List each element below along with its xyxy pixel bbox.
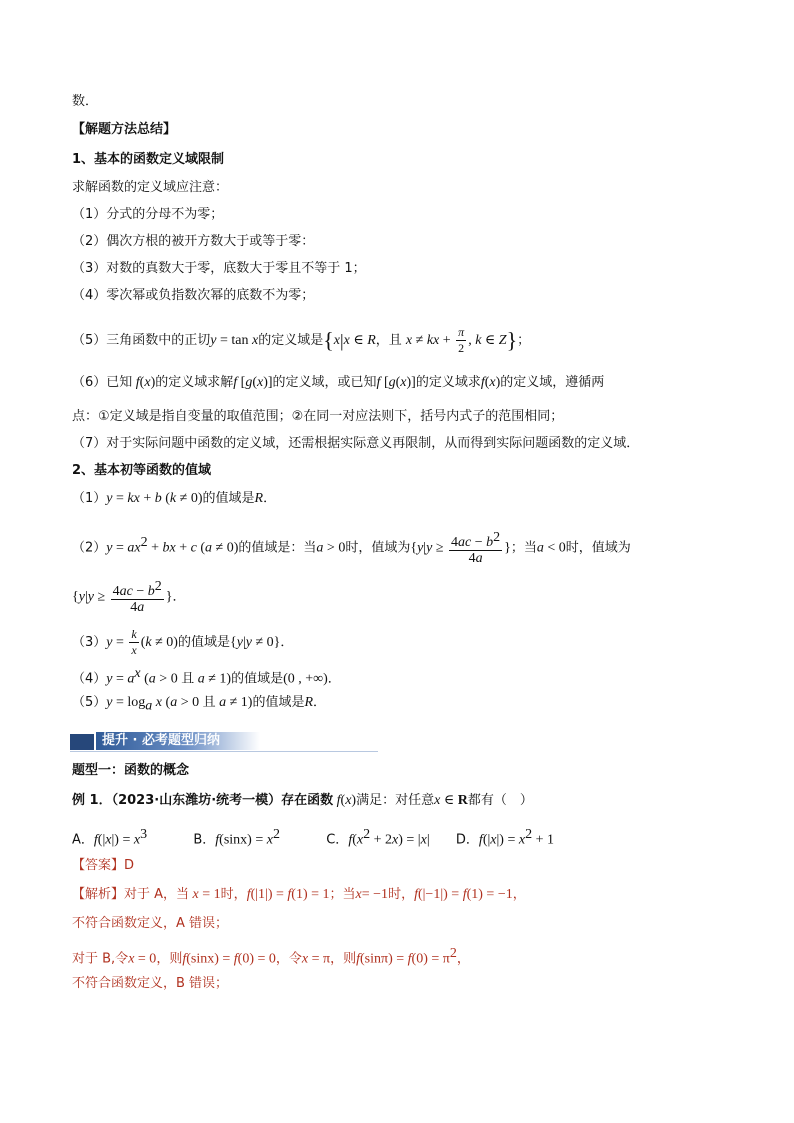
analysis-line: 【解析】对于 A，当 x = 1时，f(|1|) = f(1) = 1；当x= −1时，f(|−1|) = f(1) = −1， — [72, 887, 526, 902]
text: 的定义域是 — [258, 333, 324, 348]
text-line: （4）零次幂或负指数次幂的底数不为零； — [72, 288, 315, 303]
text: （6）已知 — [72, 375, 133, 390]
text: 的定义域求解 — [155, 375, 234, 390]
text: 的定义域，或已知 — [272, 375, 377, 390]
banner-rule — [70, 751, 378, 752]
text: 都有（ ） — [467, 793, 533, 808]
text: 的值域是 — [252, 695, 305, 710]
subheading: 1、基本的函数定义域限制 — [72, 152, 225, 167]
text: 的定义域求 — [415, 375, 481, 390]
answer-label: 【答案】D — [72, 858, 135, 873]
text: （2） — [72, 540, 107, 556]
section-banner — [70, 730, 378, 752]
text-line: （6）已知 f(x)的定义域求解f [g(x)]的定义域，或已知f [g(x)]的定义域求f(x)的定义域，遵循两 — [72, 375, 605, 390]
text: 满足：对任意 — [356, 793, 435, 808]
text-line: （1）y = kx + b (k ≠ 0)的值域是R． — [72, 491, 277, 506]
text: （1） — [72, 491, 107, 506]
text-line: 求解函数的定义域应注意： — [72, 180, 229, 195]
subheading: 2、基本初等函数的值域 — [72, 463, 212, 478]
text: ；当 — [329, 887, 356, 902]
text-line: （1）分式的分母不为零； — [72, 207, 224, 222]
text: （5）三角函数中的正切 — [72, 333, 211, 348]
text: 对于 B,令 — [72, 951, 129, 967]
text: ，则 — [156, 951, 183, 967]
option-d: D． — [455, 832, 479, 848]
text: 的值域是：当 — [238, 540, 317, 556]
text: 【解析】 — [72, 887, 125, 902]
banner-decoration — [70, 734, 94, 750]
text: ，令 — [275, 951, 302, 967]
text-line: $(2)y = ax^2$ + bx + c (a ≠ 0)的值域是：当a > 0时，值域为{y|y ≥ $\frac{4ac - b^2}{4a}$ }；当a < 0时，值域为 — [72, 530, 631, 566]
text: ；当 — [510, 540, 537, 556]
banner-title: 提升 · 必考题型归纳 — [96, 732, 260, 750]
analysis-line: 不符合函数定义，B 错误； — [72, 976, 229, 991]
text-line: （3）y = $\frac{k}{x}$ (k ≠ 0)的值域是{y|y ≠ 0}． — [72, 627, 294, 657]
text: 的值域是 — [177, 635, 230, 650]
text-line: 点：①定义域是指自变量的取值范围；②在同一对应法则下，括号内式子的范围相同； — [72, 409, 564, 424]
text: 例 1．（2023·山东潍坊·统考一模）存在函数 — [72, 793, 334, 808]
text: ，则 — [330, 951, 357, 967]
text: （4） — [72, 671, 107, 687]
question-type-title: 题型一：函数的概念 — [72, 763, 190, 778]
option-a: A． — [72, 832, 94, 848]
option-b: B． — [193, 832, 216, 848]
text: 对于 A，当 — [124, 887, 190, 902]
text-line: 数． — [72, 94, 99, 109]
text-line: （3）对数的真数大于零，底数大于零且不等于 1； — [72, 261, 366, 276]
options-row: A．$f(|x|) = x^3$ B．$f(\sin x) = x^2$ C．$f(x^2 + 2x) = |x|$ D．$f(|x|) = x^2 + 1$ — [72, 827, 554, 848]
text: 时， — [220, 887, 247, 902]
text-line: {y|y ≥ $\frac{4ac - b^2}{4a}$ }． — [72, 579, 186, 615]
example-stem: 例 1．（2023·山东潍坊·统考一模）存在函数 f(x)满足：对任意x ∈ R都有（ ） — [72, 793, 533, 808]
text: 时， — [388, 887, 415, 902]
text-line: $(5)y = \log_a x$ (a > 0 且 a ≠ 1)的值域是R． — [72, 695, 327, 714]
text: （3） — [72, 635, 107, 650]
text-line: （2）偶次方根的被开方数大于或等于零： — [72, 234, 315, 249]
formula: y — [210, 333, 217, 348]
text: 时，值域为 — [565, 540, 631, 556]
text-line: （5）三角函数中的正切y = tan x的定义域是{x|x ∈ R，且 x ≠ kx + $\frac{\pi}{2}$ , k ∈ Z}； — [72, 325, 531, 355]
analysis-line: 不符合函数定义，A 错误； — [72, 916, 229, 931]
text: 的定义域，遵循两 — [500, 375, 605, 390]
text: （5） — [72, 695, 107, 710]
text: 的值域是 — [231, 671, 284, 687]
section-heading: 【解题方法总结】 — [72, 122, 177, 137]
text: 的值域是 — [202, 491, 255, 506]
text-line: （7）对于实际问题中函数的定义域，还需根据实际意义再限制，从而得到实际问题函数的定义域． — [72, 436, 640, 451]
text-line: $(4)y = a^x$ (a > 0 且 a ≠ 1)的值域是(0 , +∞)． — [72, 666, 341, 687]
option-c: C． — [326, 832, 349, 848]
analysis-line: 对于 B,令x = 0，则f(sinx) = f(0) = 0，令x = π，则$f(\sin\pi) = f(0) = \pi^2$， — [72, 946, 470, 967]
text: 时，值域为 — [345, 540, 411, 556]
